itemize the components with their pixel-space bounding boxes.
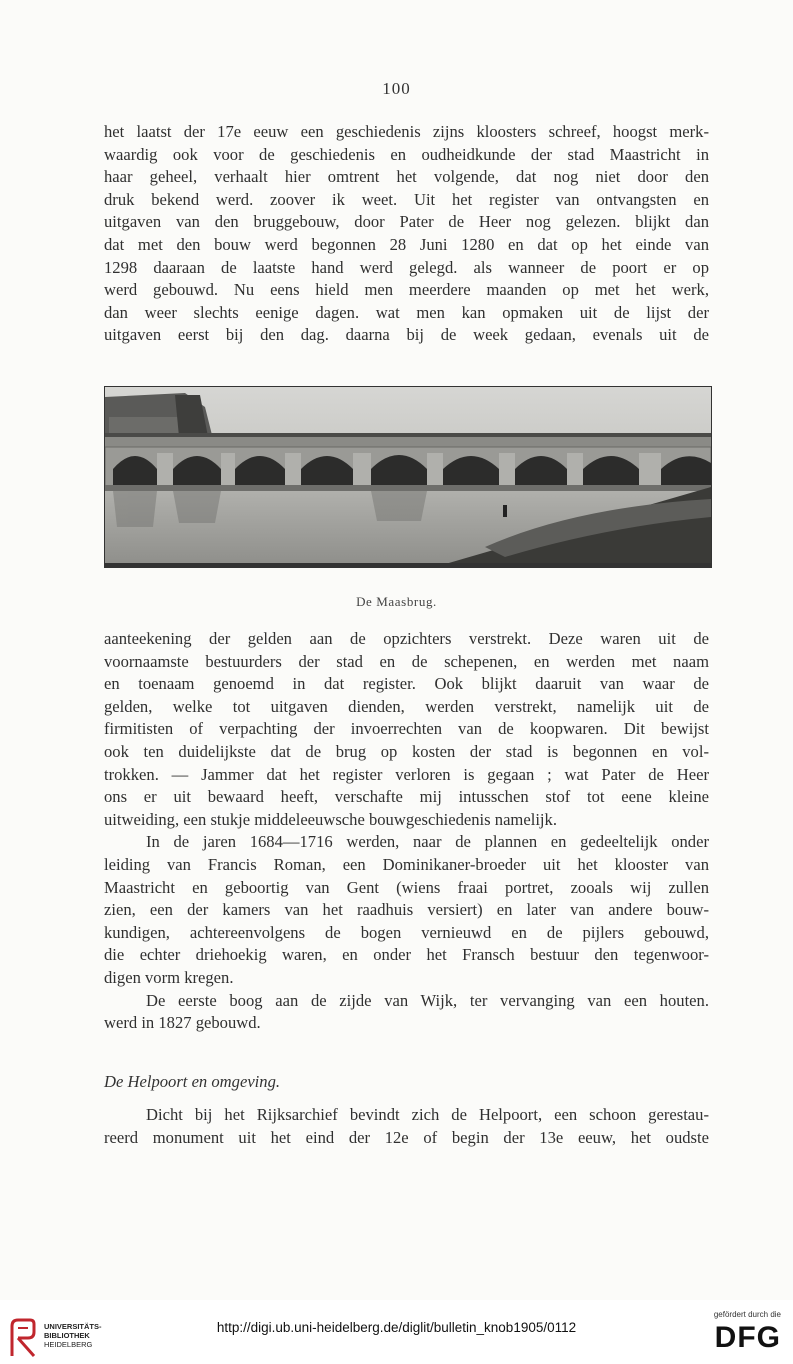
bridge-illustration bbox=[105, 387, 711, 567]
text-line: 1298 daaraan de laatste hand werd gelegd. als wanneer de poort er op bbox=[104, 257, 709, 277]
text-line: voornaamste bestuurders der stad en de schepenen, en werden met naam bbox=[104, 651, 709, 671]
text-line: reerd monument uit het eind der 12e of begin der 13e eeuw, het oudste bbox=[104, 1127, 709, 1147]
text-line: trokken. — Jammer dat het register verloren is gegaan ; wat Pater de Heer bbox=[104, 764, 709, 784]
text-line: waardig ook voor de geschiedenis en oudheidkunde der stad Maastricht in bbox=[104, 144, 709, 164]
viewer-footer bbox=[0, 1300, 793, 1364]
paragraph-bottom bbox=[104, 1104, 709, 1149]
text-line: ook ten duidelijkste dat de brug op kosten der stad is begonnen en vol- bbox=[104, 741, 709, 761]
text-line: kundigen, achtereenvolgens de bogen vernieuwd en de pijlers gebouwd, bbox=[104, 922, 709, 942]
text-line: digen vorm kregen. bbox=[104, 967, 234, 987]
dfg-logo[interactable]: DFG bbox=[714, 1321, 781, 1354]
text-line: Maastricht en geboortig van Gent (wiens fraai portret, zooals wij zullen bbox=[104, 877, 709, 897]
text-line: firmitisten of verpachting der invoerrechten van de koopwaren. Dit bewijst bbox=[104, 719, 709, 739]
text-line: werd in 1827 gebouwd. bbox=[104, 1013, 261, 1033]
text-line: ons er uit bewaard heeft, verschafte mij intusschen stof tot eene kleine bbox=[104, 787, 709, 807]
text-line: uitweiding, een stukje middeleeuwsche bouwgeschiedenis namelijk. bbox=[104, 809, 557, 829]
library-line: UNIVERSITÄTS- bbox=[44, 1322, 102, 1331]
text-line: druk bekend werd. zoover ik weet. Uit het register van ontvangsten en bbox=[104, 189, 709, 209]
text-line: Dicht bij het Rijksarchief bevindt zich de Helpoort, een schoon gerestau- bbox=[146, 1105, 709, 1124]
text-line: dan weer slechts eenige dagen. wat men kan opmaken uit de lijst der bbox=[104, 302, 709, 322]
text-line: De eerste boog aan de zijde van Wijk, ter vervanging van een houten. bbox=[146, 990, 709, 1010]
text-line: gelden, welke tot uitgaven dienden, werden verstrekt, namelijk uit de bbox=[104, 696, 709, 716]
bridge-photo bbox=[104, 386, 712, 568]
permalink-url[interactable]: http://digi.ub.uni-heidelberg.de/diglit/bulletin_knob1905/0112 bbox=[216, 1320, 577, 1335]
text-line: werd gebouwd. Nu eens hield men meerdere maanden op met het werk, bbox=[104, 280, 709, 300]
text-line: uitgaven eerst bij den dag. daarna bij de week gedaan, evenals uit de bbox=[104, 325, 709, 345]
paragraph-top bbox=[104, 121, 709, 347]
library-line: BIBLIOTHEK bbox=[44, 1331, 90, 1340]
paragraph-middle bbox=[104, 628, 709, 1035]
text-line: aanteekening der gelden aan de opzichters verstrekt. Deze waren uit de bbox=[104, 629, 709, 648]
text-line: zien, een der kamers van het raadhuis versiert) en later van andere bouw- bbox=[104, 900, 709, 920]
library-line: HEIDELBERG bbox=[44, 1340, 93, 1349]
text-line: en toenaam genoemd in dat register. Ook blijkt daaruit van waar de bbox=[104, 674, 709, 694]
text-line: dat met den bouw werd begonnen 28 Juni 1280 en dat op het einde van bbox=[104, 234, 709, 254]
figure-caption: De Maasbrug. bbox=[356, 594, 437, 609]
text-line: die echter driehoekig waren, en onder het Fransch bestuur den tegenwoor- bbox=[104, 945, 709, 965]
page-number: 100 bbox=[382, 79, 411, 98]
text-line: In de jaren 1684—1716 werden, naar de plannen en gedeeltelijk onder bbox=[146, 832, 709, 852]
text-line: haar geheel, verhaalt hier omtrent het volgende, dat nog niet door den bbox=[104, 167, 709, 187]
text-line: leiding van Francis Roman, een Dominikaner-broeder uit het klooster van bbox=[104, 854, 709, 874]
text-line: uitgaven van den bruggebouw, door Pater de Heer nog gelezen. blijkt dan bbox=[104, 212, 709, 232]
funding-note: gefördert durch die bbox=[713, 1310, 781, 1319]
section-heading: De Helpoort en omgeving. bbox=[104, 1072, 281, 1091]
text-line: het laatst der 17e eeuw een geschiedenis zijns kloosters schreef, hoogst merk- bbox=[104, 122, 709, 141]
